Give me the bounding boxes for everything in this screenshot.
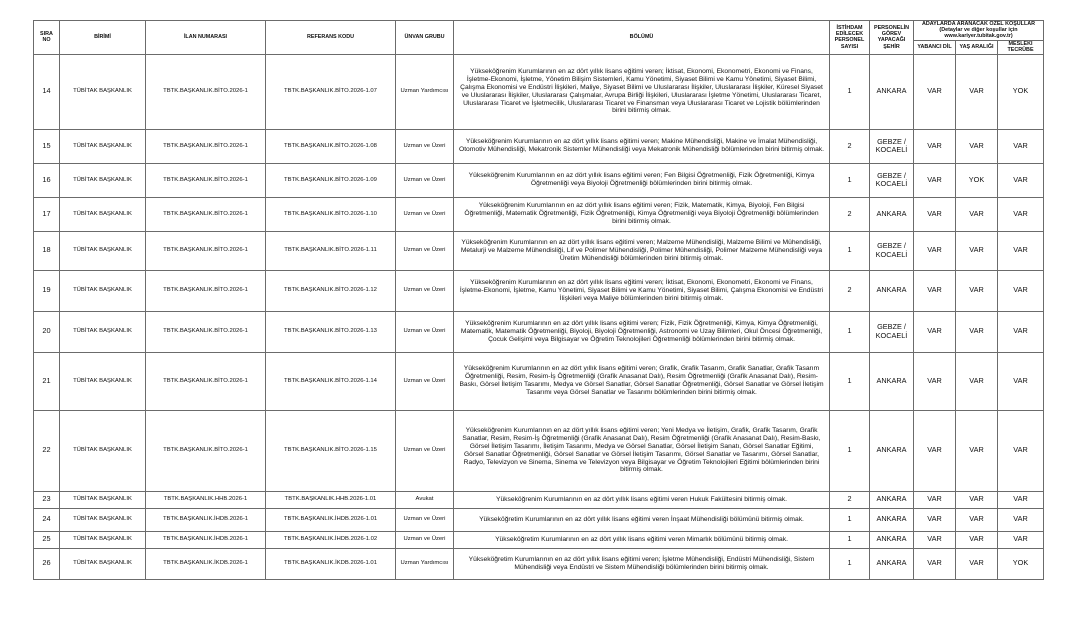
cell-birim: TÜBİTAK BAŞKANLIK [60,491,146,508]
cell-sehir: ANKARA [870,197,914,231]
cell-tecrube: VAR [998,311,1044,352]
header-unvan-grubu: ÜNVAN GRUBU [396,21,454,55]
cell-yas: VAR [956,54,998,129]
cell-ref: TBTK.BAŞKANLIK.BİTO.2026-1.10 [266,197,396,231]
cell-yas: VAR [956,197,998,231]
cell-sehir: GEBZE / KOCAELİ [870,231,914,270]
cell-unvan: Uzman ve Üzeri [396,410,454,491]
header-mesleki-tecrube: MESLEKİ TECRÜBE [998,40,1044,54]
cell-sira: 23 [34,491,60,508]
cell-birim: TÜBİTAK BAŞKANLIK [60,531,146,548]
cell-birim: TÜBİTAK BAŞKANLIK [60,163,146,197]
cell-ilan: TBTK.BAŞKANLIK.İKDB.2026-1 [146,548,266,579]
table-row [34,548,1044,579]
table-row [34,54,1044,129]
cell-sayi: 1 [830,508,870,531]
cell-sayi: 1 [830,531,870,548]
cell-ref: TBTK.BAŞKANLIK.İKDB.2026-1.01 [266,548,396,579]
cell-ilan: TBTK.BAŞKANLIK.BİTO.2026-1 [146,163,266,197]
cell-unvan: Uzman ve Üzeri [396,508,454,531]
table-row [34,410,1044,491]
cell-ilan: TBTK.BAŞKANLIK.BİTO.2026-1 [146,410,266,491]
cell-ref: TBTK.BAŞKANLIK.BİTO.2026-1.11 [266,231,396,270]
cell-dil: VAR [914,129,956,163]
cell-birim: TÜBİTAK BAŞKANLIK [60,197,146,231]
table-row [34,352,1044,410]
cell-unvan: Uzman ve Üzeri [396,197,454,231]
table-header [34,21,1044,55]
cell-yas: VAR [956,508,998,531]
cell-bolum: Yükseköğrenim Kurumlarının en az dört yıllık lisans eğitimi veren; Grafik, Grafik Tasarım, Grafik Sanatlar, Grafik Tasarım Öğretmenliği, Resim, Resim-İş Öğretmenliği (Grafik Anasanat Dalı), Resim Öğretmenliği (Grafik Anasanat Dalı), Resim-Baskı, Görsel İletişim Tasarımı, Medya ve Görsel Sanatlar, Görsel Sanatlar Öğretmenliği, Görsel Sanatlar ve Görsel İletişim Tasarımı veya Görsel Sanatlar ve Tasarımı bölümlerinden birini bitirmiş olmak. [454,352,830,410]
cell-dil: VAR [914,508,956,531]
cell-tecrube: YOK [998,548,1044,579]
cell-ref: TBTK.BAŞKANLIK.HHB.2026-1.01 [266,491,396,508]
cell-sayi: 2 [830,270,870,311]
cell-ref: TBTK.BAŞKANLIK.BİTO.2026-1.09 [266,163,396,197]
cell-birim: TÜBİTAK BAŞKANLIK [60,352,146,410]
cell-unvan: Uzman Yardımcısı [396,54,454,129]
ozel-kosullar-site: www.kariyer.tubitak.gov.tr) [944,33,1013,40]
cell-sehir: GEBZE / KOCAELİ [870,311,914,352]
cell-sehir: GEBZE / KOCAELİ [870,163,914,197]
cell-sayi: 2 [830,491,870,508]
cell-bolum: Yükseköğrenim Kurumlarının en az dört yıllık lisans eğitimi veren; Fen Bilgisi Öğretmenliği, Fizik Öğretmenliği, Kimya Öğretmenliği veya Biyoloji Öğretmenliği bölümlerinden birini bitirmiş olmak. [454,163,830,197]
table-row [34,163,1044,197]
cell-tecrube: VAR [998,231,1044,270]
cell-unvan: Uzman ve Üzeri [396,531,454,548]
cell-birim: TÜBİTAK BAŞKANLIK [60,311,146,352]
cell-yas: VAR [956,311,998,352]
cell-tecrube: VAR [998,508,1044,531]
cell-sira: 24 [34,508,60,531]
cell-ref: TBTK.BAŞKANLIK.BİTO.2026-1.08 [266,129,396,163]
cell-ilan: TBTK.BAŞKANLIK.HHB.2026-1 [146,491,266,508]
header-birimi: BİRİMİ [60,21,146,55]
header-ozel-kosullar [914,21,1044,41]
cell-birim: TÜBİTAK BAŞKANLIK [60,548,146,579]
cell-unvan: Uzman ve Üzeri [396,311,454,352]
cell-ref: TBTK.BAŞKANLIK.BİTO.2026-1.13 [266,311,396,352]
cell-tecrube: VAR [998,491,1044,508]
cell-bolum: Yükseköğretim Kurumlarının en az dört yıllık lisans eğitimi veren; İşletme Mühendisliği, Endüstri Mühendisliği, Sistem Mühendisliği veya Endüstri ve Sistem Mühendisliği bölümlerinden birini bitirmiş olmak. [454,548,830,579]
cell-bolum: Yükseköğrenim Kurumlarının en az dört yıllık lisans eğitimi veren; Yeni Medya ve İletişim, Grafik, Grafik Tasarım, Grafik Sanatlar, Resim, Resim-İş Öğretmenliği (Grafik Anasanat Dalı), Resim Öğretmenliği (Grafik Anasanat Dalı), Resim-Baskı, Görsel İletişim Tasarımı, İletişim Tasarımı, Medya ve Görsel Sanatlar, Görsel İletişim Sanatı, Görsel Sanatlar Eğitimi, Görsel Sanatlar Öğretmenliği, Görsel Sanatlar ve Görsel İletişim Tasarımı, Görsel Sanatlar ve Tasarımı, Görsel Sanatlar, Radyo, Televizyon ve Sinema, Sinema ve Televizyon veya Bilgisayar ve Öğretim Teknolojileri Eğitimi bölümlerinden birini bitirmiş olmak. [454,410,830,491]
cell-birim: TÜBİTAK BAŞKANLIK [60,129,146,163]
cell-bolum: Yükseköğrenim Kurumlarının en az dört yıllık lisans eğitimi veren; İktisat, Ekonomi, Ekonometri, Ekonomi ve Finans, İşletme-Ekonomi, İşletme, Yönetim Bilişim Sistemleri, Kamu Yönetimi, Siyaset Bilimi ve Kamu Yönetimi, Siyaset Bilimi, Çalışma Ekonomisi ve Endüstri İlişkileri, Maliye, Siyaset Bilimi ve Uluslararası İlişkiler, Uluslararası İlişkiler, Küresel Siyaset ve Uluslararası İlişkiler, Uluslararası Çalışmalar, Avrupa Birliği İlişkileri, Uluslararası İşletme Yönetimi, Uluslararası Ticaret, Uluslararası Ticaret ve İşletmecilik, Uluslararası Ticaret ve Finansman veya Uluslararası Ticaret ve Lojistik bölümlerinden birini bitirmiş olmak. [454,54,830,129]
cell-sehir: ANKARA [870,410,914,491]
cell-birim: TÜBİTAK BAŞKANLIK [60,508,146,531]
cell-birim: TÜBİTAK BAŞKANLIK [60,231,146,270]
cell-dil: VAR [914,163,956,197]
table-body [34,54,1044,579]
cell-yas: VAR [956,270,998,311]
cell-sehir: GEBZE / KOCAELİ [870,129,914,163]
cell-sehir: ANKARA [870,54,914,129]
cell-ilan: TBTK.BAŞKANLIK.BİTO.2026-1 [146,197,266,231]
cell-yas: VAR [956,548,998,579]
cell-sira: 22 [34,410,60,491]
cell-tecrube: VAR [998,531,1044,548]
cell-yas: VAR [956,491,998,508]
cell-bolum: Yükseköğrenim Kurumlarının en az dört yıllık lisans eğitimi veren Hukuk Fakültesini bitirmiş olmak. [454,491,830,508]
cell-sayi: 1 [830,54,870,129]
cell-birim: TÜBİTAK BAŞKANLIK [60,54,146,129]
cell-ref: TBTK.BAŞKANLIK.BİTO.2026-1.07 [266,54,396,129]
cell-dil: VAR [914,54,956,129]
cell-ref: TBTK.BAŞKANLIK.İHDB.2026-1.02 [266,531,396,548]
cell-ilan: TBTK.BAŞKANLIK.BİTO.2026-1 [146,352,266,410]
cell-sayi: 2 [830,197,870,231]
cell-yas: YOK [956,163,998,197]
cell-ref: TBTK.BAŞKANLIK.BİTO.2026-1.14 [266,352,396,410]
cell-tecrube: VAR [998,163,1044,197]
header-personelin-sehir: PERSONELİN GÖREV YAPACAĞI ŞEHİR [870,21,914,55]
cell-birim: TÜBİTAK BAŞKANLIK [60,270,146,311]
cell-dil: VAR [914,491,956,508]
cell-sehir: ANKARA [870,270,914,311]
cell-sehir: ANKARA [870,508,914,531]
cell-yas: VAR [956,129,998,163]
cell-tecrube: YOK [998,54,1044,129]
cell-ilan: TBTK.BAŞKANLIK.BİTO.2026-1 [146,129,266,163]
cell-sayi: 1 [830,311,870,352]
cell-sira: 21 [34,352,60,410]
cell-ilan: TBTK.BAŞKANLIK.İHDB.2026-1 [146,531,266,548]
cell-tecrube: VAR [998,129,1044,163]
cell-ref: TBTK.BAŞKANLIK.İHDB.2026-1.01 [266,508,396,531]
cell-ilan: TBTK.BAŞKANLIK.BİTO.2026-1 [146,270,266,311]
cell-sayi: 1 [830,352,870,410]
cell-ilan: TBTK.BAŞKANLIK.İHDB.2026-1 [146,508,266,531]
cell-sayi: 2 [830,129,870,163]
cell-tecrube: VAR [998,270,1044,311]
cell-tecrube: VAR [998,352,1044,410]
cell-unvan: Uzman ve Üzeri [396,231,454,270]
cell-sayi: 1 [830,163,870,197]
cell-tecrube: VAR [998,197,1044,231]
cell-yas: VAR [956,352,998,410]
cell-sehir: ANKARA [870,531,914,548]
cell-sayi: 1 [830,231,870,270]
cell-sira: 14 [34,54,60,129]
cell-dil: VAR [914,352,956,410]
cell-dil: VAR [914,270,956,311]
cell-sira: 16 [34,163,60,197]
cell-sira: 17 [34,197,60,231]
cell-sayi: 1 [830,548,870,579]
header-yabanci-dil: YABANCI DİL [914,40,956,54]
cell-sira: 18 [34,231,60,270]
cell-ref: TBTK.BAŞKANLIK.BİTO.2026-1.12 [266,270,396,311]
cell-yas: VAR [956,231,998,270]
cell-bolum: Yükseköğretim Kurumlarının en az dört yıllık lisans eğitimi veren İnşaat Mühendisliği bölümünü bitirmiş olmak. [454,508,830,531]
cell-sayi: 1 [830,410,870,491]
cell-sira: 26 [34,548,60,579]
cell-dil: VAR [914,410,956,491]
job-listing-document [33,20,1043,580]
table-row [34,491,1044,508]
cell-bolum: Yükseköğretim Kurumlarının en az dört yıllık lisans eğitimi veren Mimarlık bölümünü bitirmiş olmak. [454,531,830,548]
header-bolumu: BÖLÜMÜ [454,21,830,55]
cell-sehir: ANKARA [870,352,914,410]
cell-sira: 25 [34,531,60,548]
table-row [34,231,1044,270]
cell-dil: VAR [914,231,956,270]
cell-bolum: Yükseköğrenim Kurumlarının en az dört yıllık lisans eğitimi veren; Malzeme Mühendisliği, Malzeme Bilimi ve Mühendisliği, Metalurji ve Malzeme Mühendisliği, Lif ve Polimer Mühendisliği, Polimer Mühendisliği, Polimer Malzeme Mühendisliği veya Üretim Mühendisliği bölümlerinden birini bitirmiş olmak. [454,231,830,270]
table-row [34,508,1044,531]
header-sira-no: SIRA NO [34,21,60,55]
cell-ilan: TBTK.BAŞKANLIK.BİTO.2026-1 [146,231,266,270]
header-istihdam: İSTİHDAM EDİLECEK PERSONEL SAYISI [830,21,870,55]
table-row [34,270,1044,311]
cell-sira: 20 [34,311,60,352]
table-row [34,197,1044,231]
cell-unvan: Uzman ve Üzeri [396,270,454,311]
cell-sehir: ANKARA [870,491,914,508]
cell-tecrube: VAR [998,410,1044,491]
header-yas-araligi: YAŞ ARALIĞI [956,40,998,54]
cell-dil: VAR [914,197,956,231]
cell-dil: VAR [914,531,956,548]
cell-bolum: Yükseköğrenim Kurumlarının en az dört yıllık lisans eğitimi veren; Fizik, Fizik Öğretmenliği, Kimya, Kimya Öğretmenliği, Matematik, Matematik Öğretmenliği, Biyoloji, Biyoloji Öğretmenliği, Astronomi ve Uzay Bilimleri, Okul Öncesi Öğretmenliği, Çocuk Gelişimi veya Bilgisayar ve Öğretim Teknolojileri Öğretmenliği bölümlerinden birini bitirmiş olmak. [454,311,830,352]
cell-sehir: ANKARA [870,548,914,579]
header-ilan-numarasi: İLAN NUMARASI [146,21,266,55]
ozel-kosullar-note: (Detaylar ve diğer koşullar için [939,27,1018,34]
cell-yas: VAR [956,531,998,548]
cell-dil: VAR [914,548,956,579]
table-row [34,311,1044,352]
table-row [34,531,1044,548]
cell-bolum: Yükseköğrenim Kurumlarının en az dört yıllık lisans eğitimi veren; Makine Mühendisliği, Makine ve İmalat Mühendisliği, Otomotiv Mühendisliği, Mekatronik Sistemler Mühendisliği veya Mekatronik Mühendisliği bölümlerinden birini bitirmiş olmak. [454,129,830,163]
ozel-kosullar-title: ADAYLARDA ARANACAK ÖZEL KOŞULLAR [921,21,1036,27]
cell-yas: VAR [956,410,998,491]
job-listing-table [33,20,1044,580]
cell-sira: 19 [34,270,60,311]
cell-unvan: Uzman ve Üzeri [396,163,454,197]
table-row [34,129,1044,163]
cell-bolum: Yükseköğrenim Kurumlarının en az dört yıllık lisans eğitimi veren; İktisat, Ekonomi, Ekonometri, Ekonomi ve Finans, İşletme-Ekonomi, İşletme, Kamu Yönetimi, Siyaset Bilimi ve Kamu Yönetimi, Siyaset Bilimi, Çalışma Ekonomisi ve Endüstri İlişkileri veya Maliye bölümlerinden birini bitirmiş olmak. [454,270,830,311]
cell-unvan: Uzman ve Üzeri [396,129,454,163]
cell-bolum: Yükseköğrenim Kurumlarının en az dört yıllık lisans eğitimi veren; Fizik, Matematik, Kimya, Biyoloji, Fen Bilgisi Öğretmenliği, Matematik Öğretmenliği, Fizik Öğretmenliği, Kimya Öğretmenliği veya Biyoloji Öğretmenliği bölümlerinden birini bitirmiş olmak. [454,197,830,231]
cell-unvan: Avukat [396,491,454,508]
cell-dil: VAR [914,311,956,352]
cell-unvan: Uzman ve Üzeri [396,352,454,410]
cell-ilan: TBTK.BAŞKANLIK.BİTO.2026-1 [146,311,266,352]
header-referans-kodu: REFERANS KODU [266,21,396,55]
cell-birim: TÜBİTAK BAŞKANLIK [60,410,146,491]
cell-ref: TBTK.BAŞKANLIK.BİTO.2026-1.15 [266,410,396,491]
cell-ilan: TBTK.BAŞKANLIK.BİTO.2026-1 [146,54,266,129]
cell-unvan: Uzman Yardımcısı [396,548,454,579]
cell-sira: 15 [34,129,60,163]
